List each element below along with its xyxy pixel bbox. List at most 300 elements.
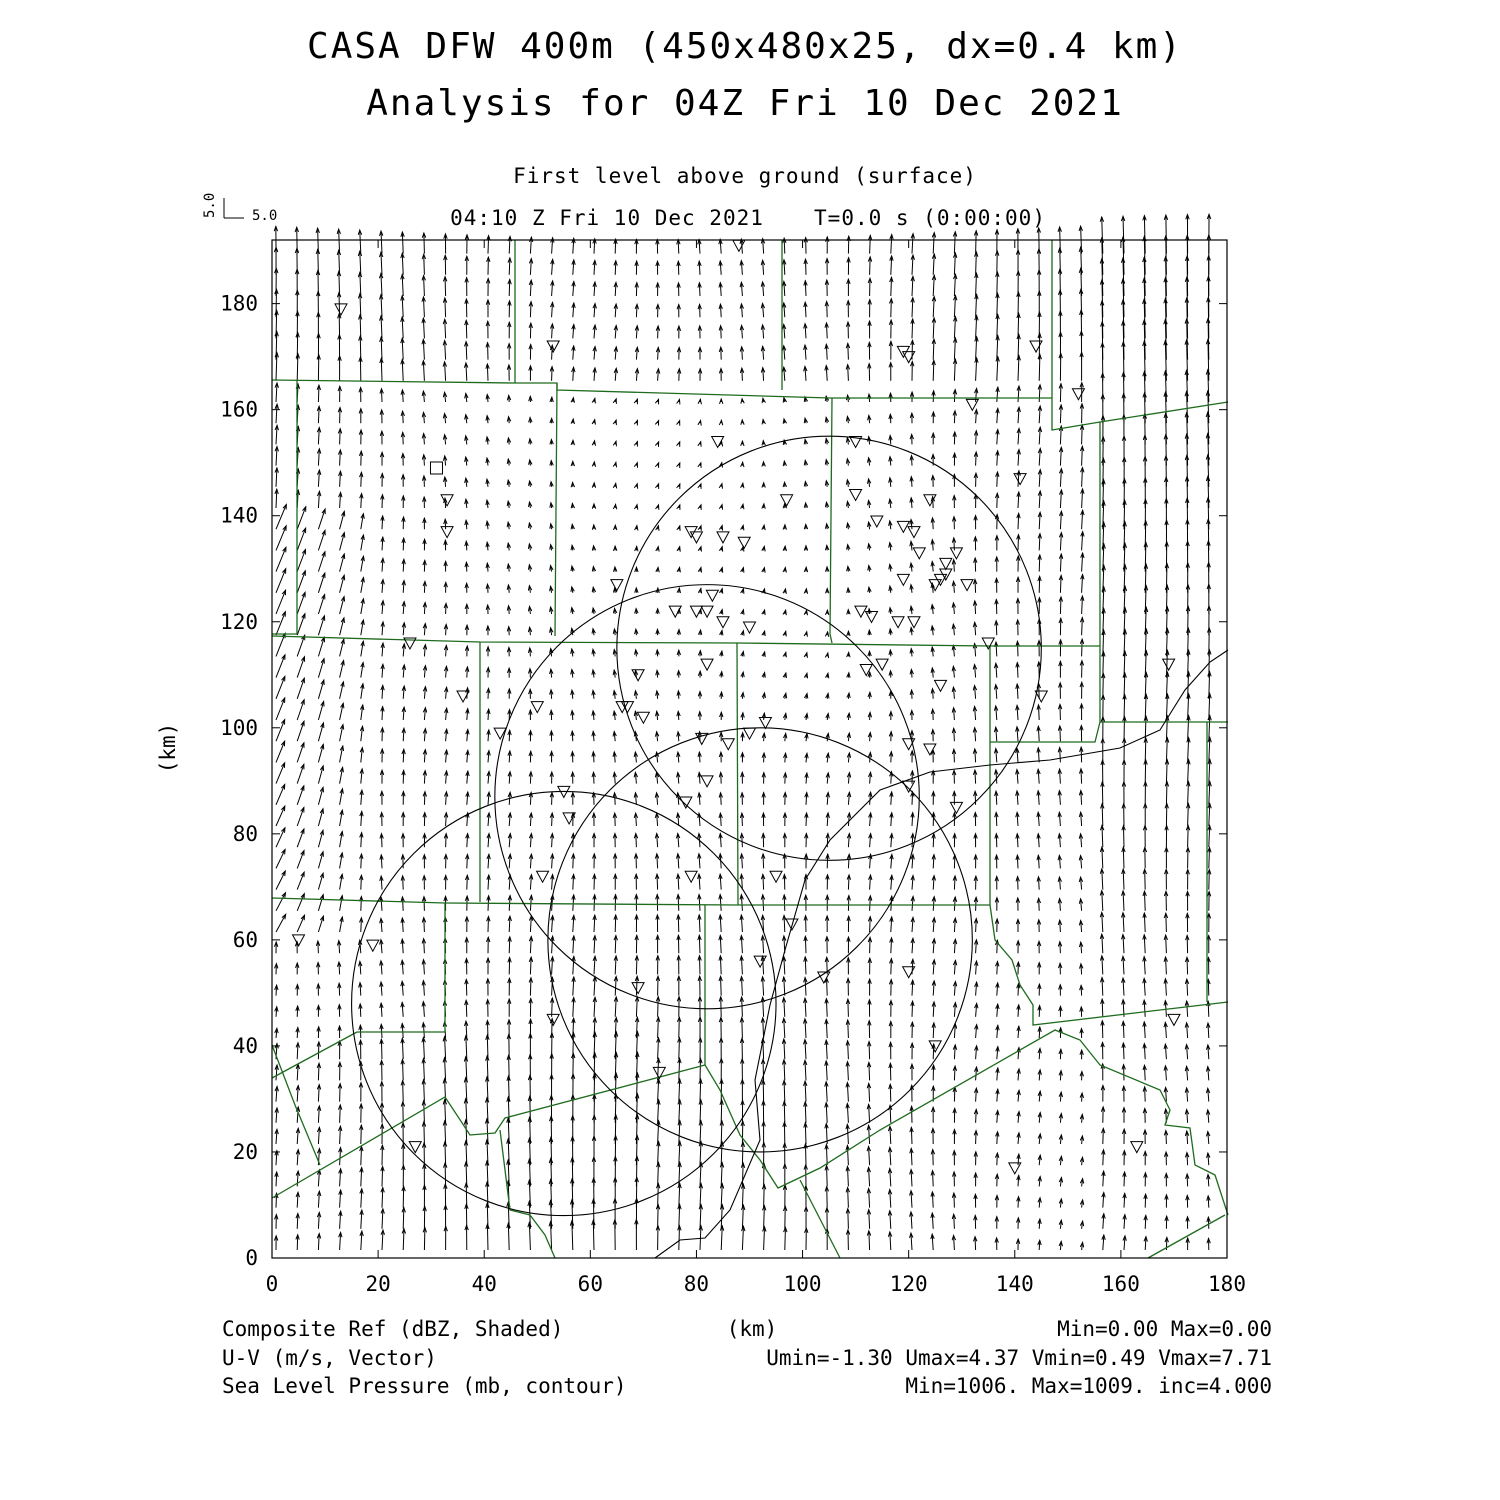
wind-vector-head <box>719 505 722 510</box>
wind-vector <box>403 1208 404 1229</box>
station-marker <box>701 659 713 670</box>
wind-vector <box>466 979 467 995</box>
y-tick-label: 120 <box>220 609 258 634</box>
x-axis-label: (km) <box>726 1317 778 1341</box>
wind-vector <box>1209 826 1210 848</box>
wind-vector <box>318 594 324 614</box>
station-marker <box>940 558 952 569</box>
wind-vector-head <box>655 442 658 447</box>
wind-vector <box>721 976 722 995</box>
y-tick-label: 100 <box>220 715 258 740</box>
wind-vector <box>1144 891 1145 911</box>
station-marker <box>871 516 883 527</box>
legend-wind-stats: Umin=-1.30 Umax=4.37 Vmin=0.49 Vmax=7.71 <box>766 1346 1272 1370</box>
station-marker <box>1163 659 1175 670</box>
wind-vector-head <box>719 568 722 573</box>
wind-vector <box>466 1036 467 1059</box>
wind-vector-head <box>762 568 765 573</box>
wind-vector <box>424 233 425 254</box>
y-tick-label: 60 <box>232 927 258 952</box>
wind-vector <box>276 590 286 614</box>
wind-vector <box>933 360 934 380</box>
wind-vector <box>276 893 285 911</box>
y-tick-label: 20 <box>232 1139 258 1164</box>
wind-vector <box>445 1142 446 1165</box>
wind-vector <box>764 1206 765 1229</box>
wind-vector <box>721 1226 722 1250</box>
wind-vector <box>976 294 977 317</box>
wind-vector <box>402 232 403 254</box>
station-marker <box>690 532 702 543</box>
wind-vector <box>1060 384 1061 402</box>
wind-vector-head <box>719 526 722 531</box>
wind-vector <box>1209 782 1210 805</box>
wind-vector <box>339 292 340 317</box>
wind-vector <box>381 295 382 317</box>
wind-vector <box>869 1231 870 1250</box>
level-label: First level above ground (surface) <box>513 164 977 188</box>
wind-vector <box>764 1227 765 1250</box>
wind-vector <box>997 357 998 381</box>
wind-vector <box>340 1084 341 1102</box>
station-marker <box>1009 1163 1021 1174</box>
wind-vector <box>658 1205 659 1229</box>
y-tick-label: 180 <box>220 291 258 316</box>
y-axis <box>220 292 1227 1270</box>
wind-vector-head <box>655 399 658 404</box>
wind-vector-head <box>677 463 680 468</box>
station-marker <box>717 617 729 628</box>
vector-key-u-label: 5.0 <box>252 208 278 224</box>
wind-vector <box>742 1142 743 1165</box>
wind-vector <box>1102 804 1103 826</box>
wind-vector <box>297 700 304 720</box>
boundary-col-3-notch <box>990 646 1100 742</box>
wind-vector <box>805 1123 806 1144</box>
wind-vector <box>721 1121 722 1144</box>
station-marker <box>367 940 379 951</box>
wind-vector <box>276 871 285 889</box>
wind-vector <box>424 1101 425 1123</box>
station-marker <box>1072 389 1084 400</box>
wind-vector <box>784 1081 785 1102</box>
station-marker <box>876 659 888 670</box>
wind-vector <box>869 1042 870 1060</box>
plot-area <box>220 214 1246 1296</box>
wind-vector <box>445 298 446 317</box>
legend-pressure-label: Sea Level Pressure (mb, contour) <box>222 1374 627 1398</box>
wind-vector <box>1209 870 1210 890</box>
wind-vector-head <box>613 420 616 425</box>
wind-vector <box>276 569 286 593</box>
wind-vector <box>848 999 849 1017</box>
station-marker <box>744 622 756 633</box>
station-marker <box>722 739 734 750</box>
x-tick-label: 100 <box>783 1272 822 1296</box>
wind-vector-head <box>656 505 659 510</box>
wind-vector <box>1082 446 1083 465</box>
wind-vector <box>658 1183 659 1207</box>
wind-vector-head <box>655 484 658 489</box>
wind-vector-head <box>698 463 701 468</box>
wind-vector <box>297 592 305 614</box>
wind-vector <box>318 385 319 402</box>
wind-vector <box>276 505 286 530</box>
station-marker <box>754 956 766 967</box>
wind-vector <box>381 316 382 338</box>
legend-reflectivity-label: Composite Ref (dBZ, Shaded) <box>222 1317 564 1341</box>
wind-vector-head <box>804 653 807 658</box>
wind-vector-head <box>613 399 616 404</box>
wind-vector <box>954 359 955 381</box>
title-line-2: Analysis for 04Z Fri 10 Dec 2021 <box>366 83 1124 124</box>
boundary-row-2 <box>272 898 990 905</box>
wind-vector <box>891 277 892 296</box>
station-marker <box>892 617 904 628</box>
wind-vector <box>784 1060 785 1081</box>
wind-vector <box>318 509 325 529</box>
wind-vector <box>976 316 977 339</box>
x-tick-label: 0 <box>265 1272 279 1296</box>
wind-vector <box>1209 804 1210 826</box>
wind-vector <box>700 1100 701 1123</box>
wind-vector <box>679 1058 680 1080</box>
wind-vector <box>318 573 324 593</box>
wind-vector <box>678 915 679 932</box>
wind-vector-head <box>634 399 637 404</box>
wind-vector-head <box>677 484 680 489</box>
y-tick-label: 140 <box>220 503 258 528</box>
x-axis <box>266 240 1246 1296</box>
wind-vector <box>1123 826 1124 848</box>
wind-vector <box>785 1227 786 1250</box>
wind-vector <box>297 528 305 550</box>
wind-vector <box>679 1100 680 1123</box>
wind-vector <box>297 915 304 932</box>
wind-vector <box>402 253 403 274</box>
wind-vector <box>636 956 637 975</box>
wind-vector-head <box>719 484 722 489</box>
wind-vector <box>997 293 998 317</box>
station-marker <box>903 967 915 978</box>
wind-vector <box>424 1122 425 1144</box>
wind-vector <box>826 1145 827 1166</box>
wind-vector <box>487 1035 488 1059</box>
wind-vector <box>1209 848 1210 869</box>
station-marker <box>950 802 962 813</box>
wind-vector <box>1188 760 1189 784</box>
station-marker <box>441 527 453 538</box>
boundary-col-2 <box>830 398 832 643</box>
trough-line <box>655 650 1228 1258</box>
station-marker <box>935 680 947 691</box>
wind-vector <box>954 253 955 275</box>
wind-vector-head <box>741 610 744 615</box>
station-marker <box>908 617 920 628</box>
wind-vector <box>742 1184 743 1208</box>
wind-vector <box>297 829 304 847</box>
wind-vector-head <box>698 442 701 447</box>
wind-vector-head <box>783 652 786 657</box>
wind-vector <box>870 257 871 275</box>
station-marker <box>335 304 347 315</box>
station-marker <box>547 1014 559 1025</box>
wind-vector <box>403 1081 404 1102</box>
wind-vector <box>976 358 977 381</box>
wind-vector <box>466 1183 467 1208</box>
wind-vector <box>679 1226 680 1250</box>
wind-vector-head <box>634 484 637 489</box>
wind-vector <box>487 1021 488 1038</box>
y-tick-label: 80 <box>232 821 258 846</box>
station-marker <box>759 717 771 728</box>
wind-vector-head <box>762 631 765 636</box>
wind-vector <box>615 915 616 932</box>
station-marker <box>632 983 644 994</box>
wind-vector <box>997 272 998 296</box>
wind-vector <box>297 657 304 678</box>
wind-vector <box>276 698 285 720</box>
pressure-contours <box>352 436 1042 1215</box>
wind-vector <box>1145 869 1146 889</box>
wind-vector <box>276 828 285 847</box>
y-axis-label: (km) <box>156 722 180 774</box>
station-marker <box>1131 1142 1143 1153</box>
wind-vector <box>297 614 305 635</box>
station-marker <box>770 871 782 882</box>
wind-vector <box>276 914 286 932</box>
wind-vector <box>466 1057 467 1081</box>
wind-vector-head <box>613 441 616 446</box>
wind-vector <box>297 894 304 911</box>
wind-vector <box>423 1059 424 1081</box>
wind-vector <box>827 1166 828 1187</box>
station-marker <box>680 797 692 808</box>
wind-vector <box>318 680 323 699</box>
station-marker <box>717 532 729 543</box>
wind-vector <box>424 254 425 274</box>
wind-vector-head <box>698 526 701 531</box>
wind-vector <box>276 763 285 784</box>
wind-vector-head <box>655 421 658 426</box>
station-marker <box>961 580 973 591</box>
station-marker <box>903 781 915 792</box>
wind-vector <box>679 1079 680 1102</box>
station-marker <box>850 490 862 501</box>
legend-wind-label: U-V (m/s, Vector) <box>222 1346 437 1370</box>
wind-vector <box>276 526 286 550</box>
wind-vector <box>700 1142 701 1166</box>
wind-vector <box>805 1102 806 1123</box>
wind-vector <box>318 552 325 572</box>
boundary-row-3-diag <box>272 1032 357 1078</box>
wind-vector <box>1209 760 1210 784</box>
wind-vector <box>297 721 304 741</box>
wind-vector <box>1145 738 1146 762</box>
t-label: T=0.0 s (0:00:00) <box>814 206 1046 230</box>
wind-vector <box>361 1125 362 1144</box>
station-marker <box>913 548 925 559</box>
legend-reflectivity-stats: Min=0.00 Max=0.00 <box>1057 1317 1272 1341</box>
wind-vector <box>424 276 425 296</box>
wind-vector-head <box>698 568 701 573</box>
wind-vector <box>976 252 977 275</box>
wind-vector-head <box>655 463 658 468</box>
wind-vector <box>360 336 361 360</box>
wind-vector-head <box>698 505 701 510</box>
wind-vector <box>530 978 531 996</box>
wind-vector <box>1166 913 1167 932</box>
wind-vector <box>1188 804 1189 826</box>
station-marker <box>929 580 941 591</box>
wind-vector <box>297 678 304 699</box>
wind-vector <box>891 299 892 317</box>
wind-vector-head <box>592 420 595 425</box>
wind-vector-head <box>804 632 807 637</box>
wind-vector <box>742 1163 743 1186</box>
station-marker <box>744 728 756 739</box>
wind-vector-head <box>677 505 680 510</box>
wind-vector-head <box>634 420 637 425</box>
wind-vector <box>276 547 286 571</box>
wind-vector <box>997 314 998 338</box>
wind-vector <box>848 1209 849 1229</box>
station-marker <box>781 495 793 506</box>
wind-vector <box>976 231 977 254</box>
wind-vector <box>381 231 382 254</box>
wind-vector-head <box>698 421 701 426</box>
station-marker <box>706 590 718 601</box>
wind-vector <box>1082 425 1083 444</box>
wind-vector <box>679 1121 680 1144</box>
wind-vector <box>658 997 659 1017</box>
boundary-southeast-corner <box>1148 1215 1225 1258</box>
wind-vector <box>1188 782 1189 805</box>
wind-vector-head <box>677 442 680 447</box>
station-marker <box>929 1041 941 1052</box>
wind-vector <box>742 1018 743 1038</box>
wind-vector-head <box>634 505 637 510</box>
station-marker <box>637 712 649 723</box>
wind-vector <box>318 659 324 678</box>
wind-vector <box>742 1226 743 1250</box>
boundary-southwest-line <box>272 1045 320 1165</box>
wind-vector <box>848 1188 849 1208</box>
wind-vector-head <box>592 398 595 403</box>
wind-vector <box>403 1229 404 1250</box>
wind-vector <box>1123 847 1124 868</box>
wind-vector <box>700 1079 701 1101</box>
station-marker <box>1168 1014 1180 1025</box>
wind-vector <box>276 849 285 868</box>
vector-key <box>202 193 277 224</box>
wind-vector <box>381 358 382 380</box>
wind-vector <box>1188 826 1189 848</box>
wind-vector <box>318 637 324 656</box>
wind-vector <box>742 997 743 1017</box>
wind-vector <box>1082 639 1083 656</box>
wind-vector <box>1166 760 1167 784</box>
wind-vector <box>297 635 304 656</box>
y-tick-label: 0 <box>245 1246 258 1270</box>
wind-vector <box>1102 826 1103 848</box>
wind-vector-head <box>634 463 637 468</box>
wind-vector <box>445 1100 446 1123</box>
legend-pressure-stats: Min=1006. Max=1009. inc=4.000 <box>905 1374 1272 1398</box>
station-marker <box>531 702 543 713</box>
wind-vector <box>318 916 323 932</box>
wind-vector-head <box>719 589 722 594</box>
x-tick-label: 160 <box>1101 1272 1140 1296</box>
wind-vector <box>1123 869 1124 889</box>
station-marker <box>441 495 453 506</box>
wind-vector <box>297 872 304 889</box>
station-marker <box>701 606 713 617</box>
wind-vector-head <box>677 547 680 552</box>
station-marker <box>950 548 962 559</box>
x-tick-label: 60 <box>577 1272 603 1296</box>
wind-vector <box>976 273 977 296</box>
pressure-contour <box>495 585 919 1009</box>
x-tick-label: 120 <box>889 1272 928 1296</box>
wind-vector <box>381 337 382 359</box>
wind-vector <box>318 616 324 635</box>
boundary-inner-vertical-2 <box>737 643 738 905</box>
wind-vector <box>424 1080 425 1102</box>
station-marker <box>903 352 915 363</box>
wind-vector <box>297 571 305 593</box>
wind-vector <box>297 743 304 763</box>
x-tick-label: 20 <box>365 1272 391 1296</box>
wind-vector-head <box>677 526 680 531</box>
station-marker <box>738 537 750 548</box>
wind-vector <box>509 279 510 296</box>
wind-vector-head <box>677 421 680 426</box>
wind-vector <box>912 319 913 338</box>
station-marker-square <box>430 462 442 474</box>
wind-vector <box>276 785 285 805</box>
wind-vector <box>276 806 285 826</box>
wind-vector <box>742 1205 743 1229</box>
wind-vector-head <box>698 484 701 489</box>
wind-vector-head <box>613 462 616 467</box>
wind-vector <box>721 1163 722 1187</box>
wind-vector-head <box>741 525 744 530</box>
pressure-trough-line <box>655 650 1228 1258</box>
station-marker <box>537 871 549 882</box>
title-line-1: CASA DFW 400m (450x480x25, dx=0.4 km) <box>307 26 1183 67</box>
wind-vector <box>276 720 285 742</box>
wind-vector <box>890 1084 891 1101</box>
wind-vector <box>360 251 361 275</box>
y-tick-label: 160 <box>220 397 258 422</box>
boundary-north-edge <box>272 380 1228 430</box>
wind-vectors <box>274 214 1211 1250</box>
station-marker <box>908 527 920 538</box>
x-tick-label: 80 <box>683 1272 710 1296</box>
wind-vector-head <box>677 399 680 404</box>
wind-vector <box>699 956 700 975</box>
wind-vector <box>297 851 304 869</box>
wind-vector <box>721 1100 722 1123</box>
wind-vector <box>360 230 361 253</box>
station-marker <box>632 670 644 681</box>
wind-vector <box>679 1038 680 1059</box>
wind-vector-head <box>741 568 744 573</box>
wind-vector <box>658 1017 659 1038</box>
boundary-southeast <box>990 905 1228 1025</box>
wind-vector <box>276 655 285 678</box>
